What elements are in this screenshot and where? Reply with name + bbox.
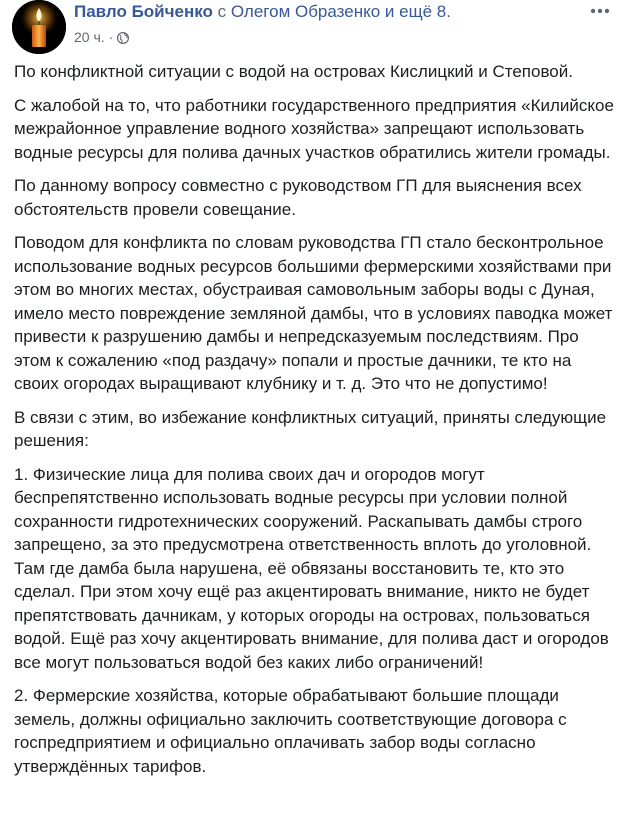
post-title-line (74, 1, 451, 23)
post-paragraph: 2. Фермерские хозяйства, которые обрабатывают большие площади земель, должны официально заключить соответствующие договора с госпредприятием и официально оплачивать забор воды согласно утверждённых тарифов. (14, 686, 567, 776)
author-name[interactable]: Павло Бойченко (74, 2, 213, 21)
post-header (12, 0, 612, 54)
post-paragraph: 1. Физические лица для полива своих дач и огородов могут беспрепятственно использовать водные ресурсы при условии полной сохранности гидротехнических сооружений. Раскапывать дамбы строго запрещено, за это предусмотрена ответственность вплоть до уголовной. Там где дамба была нарушена, её обвязаны восстановить те, кто это сделал. При этом хочу ещё раз акцентировать внимание, никто не будет препятствовать дачникам, у которых огороды на островах, пользоваться водой. Ещё раз хочу акцентировать внимание, для полива даст и огородов все могут пользоваться водой без каких либо ограничений! (14, 464, 609, 672)
candle-icon (12, 0, 66, 54)
post-meta (74, 28, 129, 48)
globe-icon[interactable] (117, 30, 129, 48)
with-word: с (217, 2, 227, 21)
post-paragraph: В связи с этим, во избежание конфликтных ситуаций, приняты следующие решения: (14, 407, 607, 450)
more-options-icon[interactable] (588, 4, 612, 16)
post-timestamp[interactable]: 20 ч. (74, 29, 105, 45)
post-paragraph: По данному вопросу совместно с руководством ГП для выяснения всех обстоятельств провели совещание. (14, 176, 582, 219)
tagged-people[interactable]: Олегом Образенко и ещё 8. (230, 2, 451, 21)
post-body (14, 60, 614, 788)
meta-separator: · (108, 29, 114, 45)
post-paragraph: С жалобой на то, что работники государственного предприятия «Килийское межрайонное управление водного хозяйства» запрещают использовать водные ресурсы для полива дачных участков обратились жители громады. (14, 95, 614, 162)
avatar[interactable] (12, 0, 66, 54)
post-paragraph: По конфликтной ситуации с водой на островах Кислицкий и Степовой. (14, 62, 573, 81)
post-paragraph: Поводом для конфликта по словам руководства ГП стало бесконтрольное использование водных ресурсов большими фермерскими хозяйствами при этом во многих местах, обустраивая самовольным заборы воды с Дуная, имело место повреждение земляной дамбы, что в условиях паводка может привести к разрушению дамбы и непредсказуемым последствиям. Про этом к сожалению «под раздачу» попали и простые дачники, те кто на своих огородах выращивают клубнику и т. д. Это что не допустимо! (14, 233, 613, 393)
